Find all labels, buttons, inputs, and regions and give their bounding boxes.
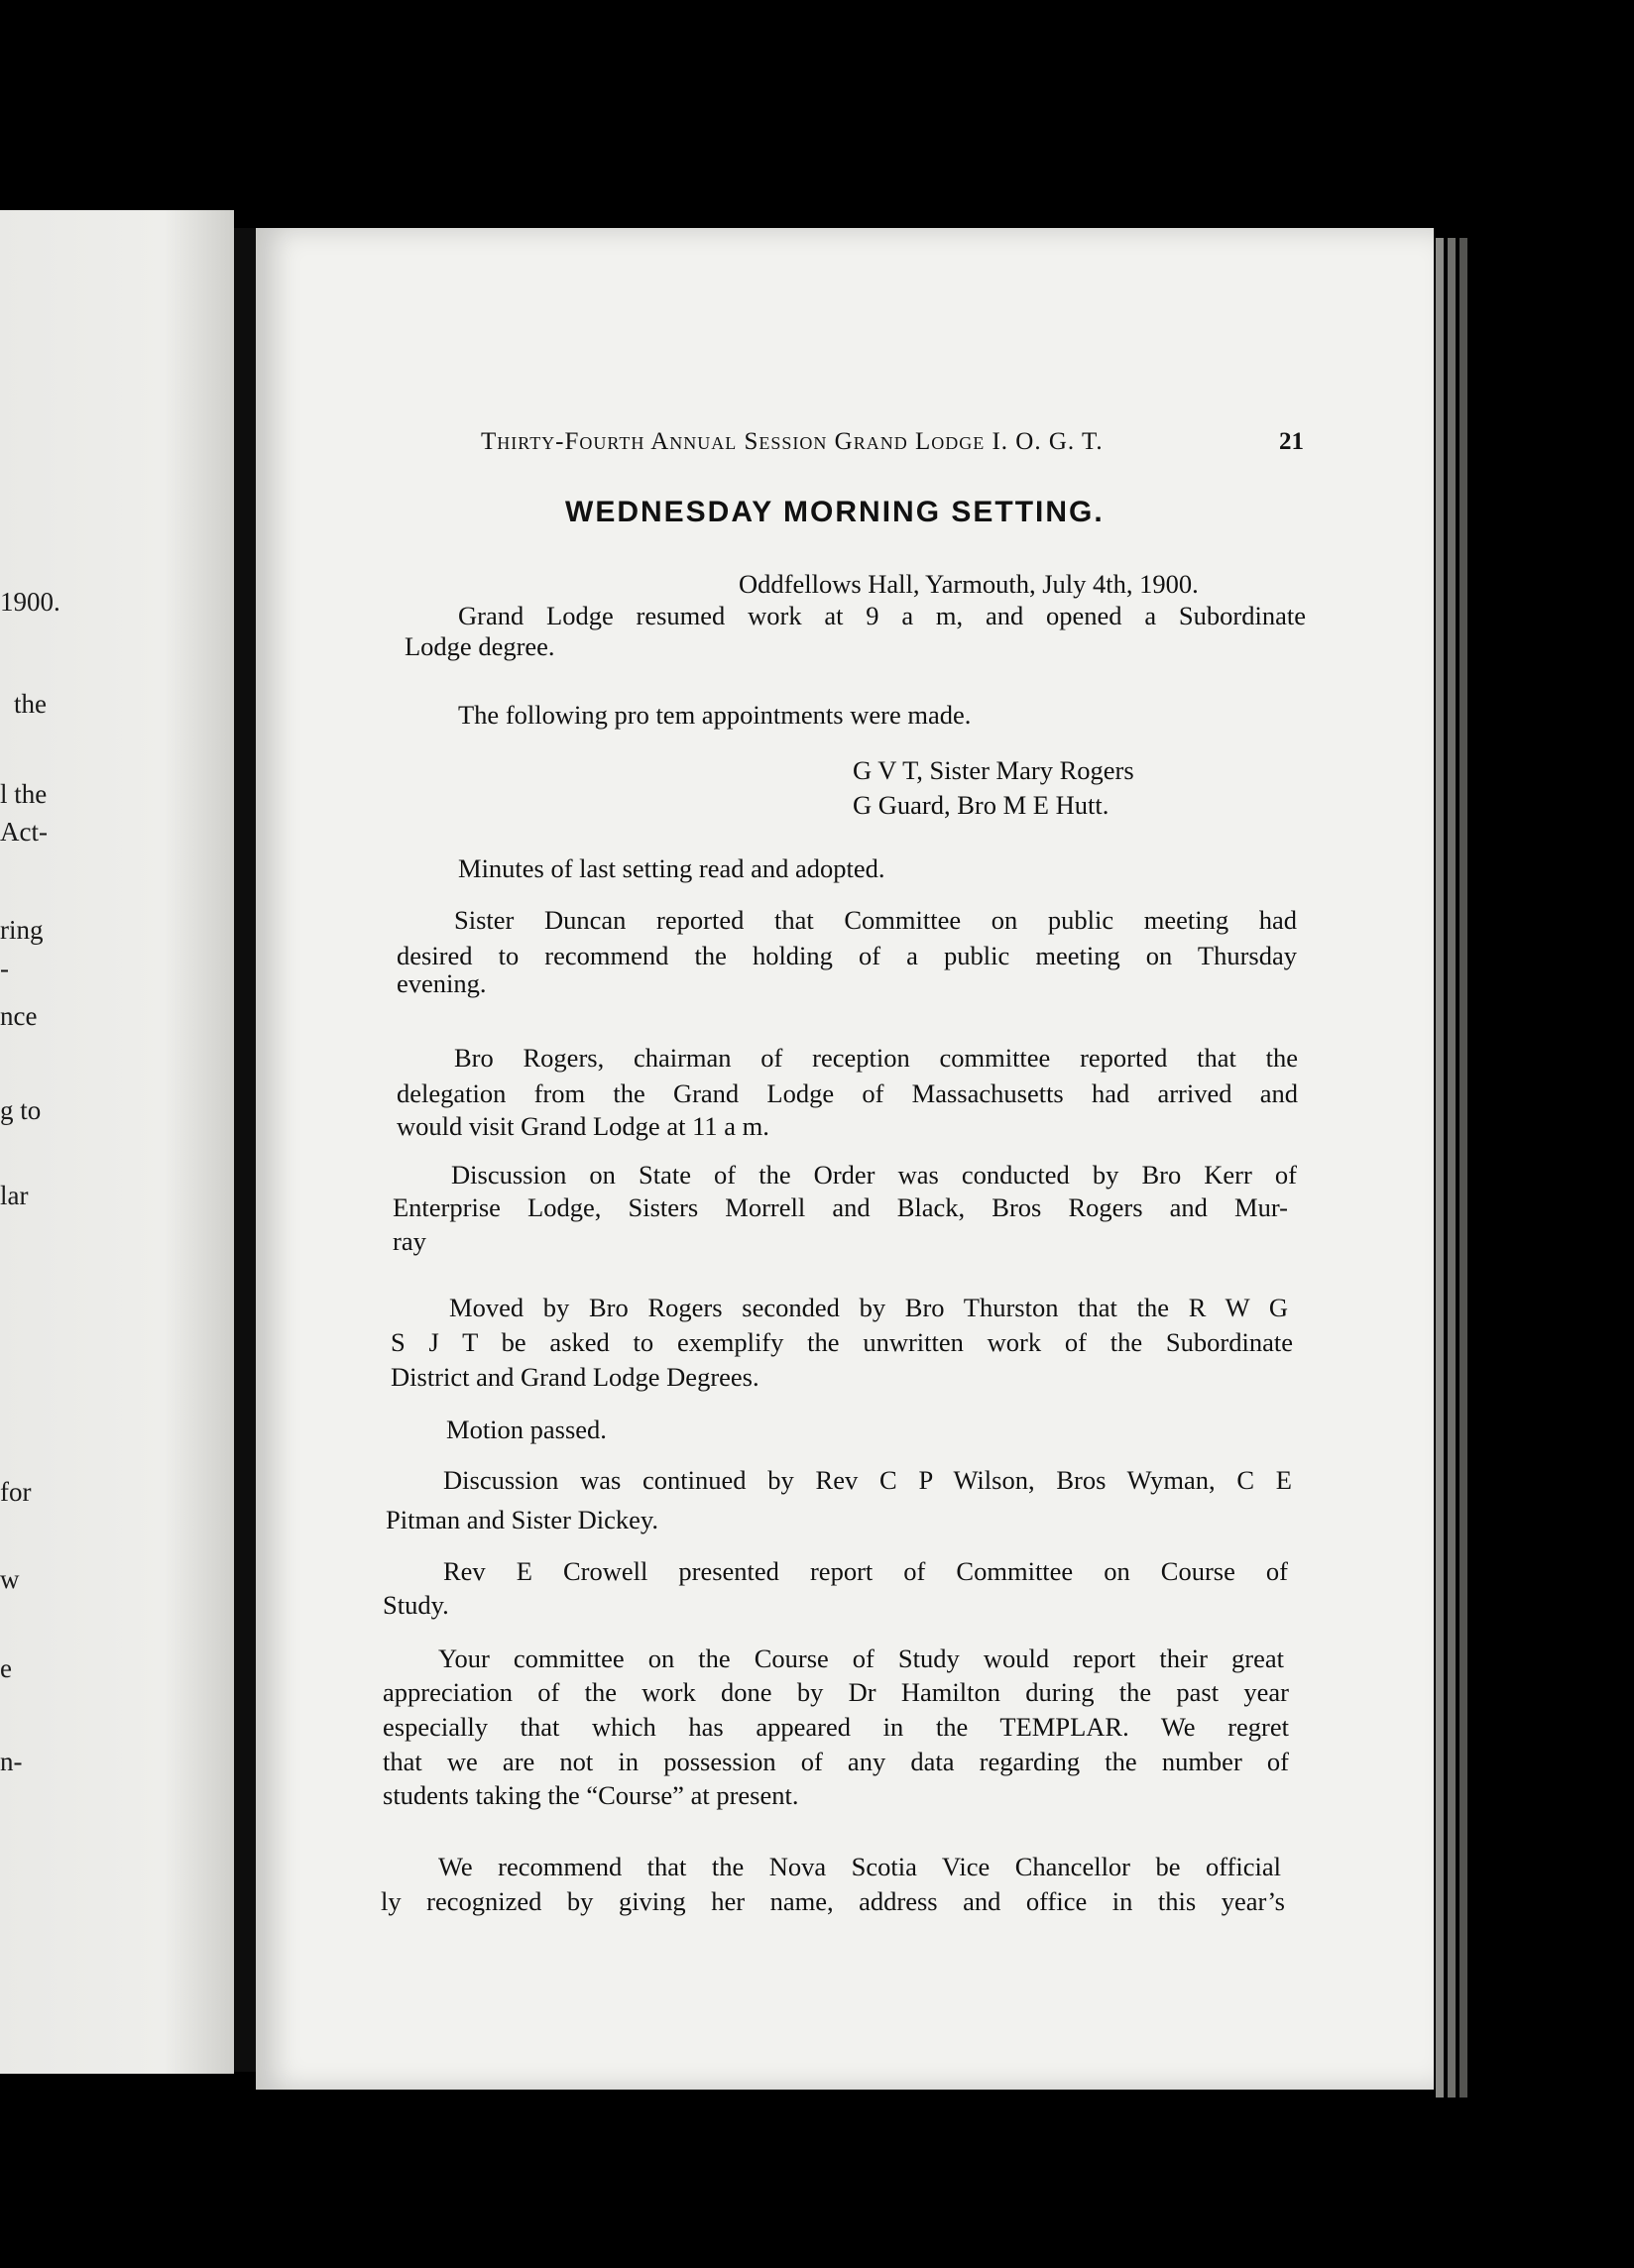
text-line: Your committee on the Course of Study would report their great [438,1644,1284,1673]
text-line: delegation from the Grand Lodge of Massachusetts had arrived and [397,1078,1298,1108]
left-page-fragment: l the [0,779,48,809]
text-line: Discussion was continued by Rev C P Wilson, Bros Wyman, C E [443,1465,1292,1495]
text-line: S J T be asked to exemplify the unwritten work of the Subordinate [391,1327,1293,1357]
text-line: Pitman and Sister Dickey. [386,1505,659,1534]
left-page-fragment: n- [0,1747,23,1776]
left-page-fragment: ring [0,915,44,945]
page-number: 21 [1279,428,1304,455]
left-page-fragment: w [0,1564,20,1594]
running-header: Thirty-Fourth Annual Session Grand Lodge I. O. G. T. [481,428,1104,455]
left-page-fragment: lar [0,1181,29,1210]
text-line: Sister Duncan reported that Committee on public meeting had [454,905,1297,935]
text-line: Minutes of last setting read and adopted. [458,853,885,883]
left-page-fragment: e [0,1653,12,1683]
text-line: G V T, Sister Mary Rogers [853,755,1134,785]
text-line: The following pro tem appointments were made. [458,700,972,730]
text-line: that we are not in possession of any data regarding the number of [383,1747,1289,1776]
text-line: especially that which has appeared in the TEMPLAR. We regret [383,1712,1289,1742]
text-line: ly recognized by giving her name, address and office in this year’s [381,1886,1285,1916]
left-page-fragment: nce [0,1001,38,1031]
left-page-fragment: g to [0,1095,42,1125]
text-line: desired to recommend the holding of a public meeting on Thursday [397,941,1297,970]
book-gutter [234,228,256,2072]
text-line: Motion passed. [446,1415,607,1444]
text-line: Lodge degree. [405,631,555,661]
text-line: G Guard, Bro M E Hutt. [853,790,1109,820]
section-title: WEDNESDAY MORNING SETTING. [565,496,1105,528]
text-line: Moved by Bro Rogers seconded by Bro Thurston that the R W G [449,1293,1288,1322]
left-facing-page [0,210,234,2074]
text-line: students taking the “Course” at present. [383,1780,799,1810]
left-page-fragment: Act- [0,817,48,847]
text-line: Study. [383,1590,449,1620]
text-line: Bro Rogers, chairman of reception committee reported that the [454,1043,1298,1073]
text-line: ray [393,1226,426,1256]
text-line: Oddfellows Hall, Yarmouth, July 4th, 1900. [739,569,1199,599]
page-edge [1436,238,1444,2098]
page-edge [1459,238,1467,2098]
text-line: Grand Lodge resumed work at 9 a m, and opened a Subordinate [458,601,1306,630]
text-line: We recommend that the Nova Scotia Vice Chancellor be official [438,1852,1281,1881]
left-page-fragment: - [0,954,9,983]
text-line: Discussion on State of the Order was conducted by Bro Kerr of [451,1160,1297,1190]
left-page-fragment: for [0,1477,32,1507]
text-line: Enterprise Lodge, Sisters Morrell and Black, Bros Rogers and Mur- [393,1192,1288,1222]
text-line: evening. [397,968,487,998]
text-line: District and Grand Lodge Degrees. [391,1362,759,1392]
text-line: Rev E Crowell presented report of Committee on Course of [443,1556,1288,1586]
left-page-fragment: the [14,689,47,719]
text-line: would visit Grand Lodge at 11 a m. [397,1111,769,1141]
text-line: appreciation of the work done by Dr Hamilton during the past year [383,1677,1289,1707]
left-page-fragment: 1900. [0,587,60,617]
page-edge [1448,238,1456,2098]
